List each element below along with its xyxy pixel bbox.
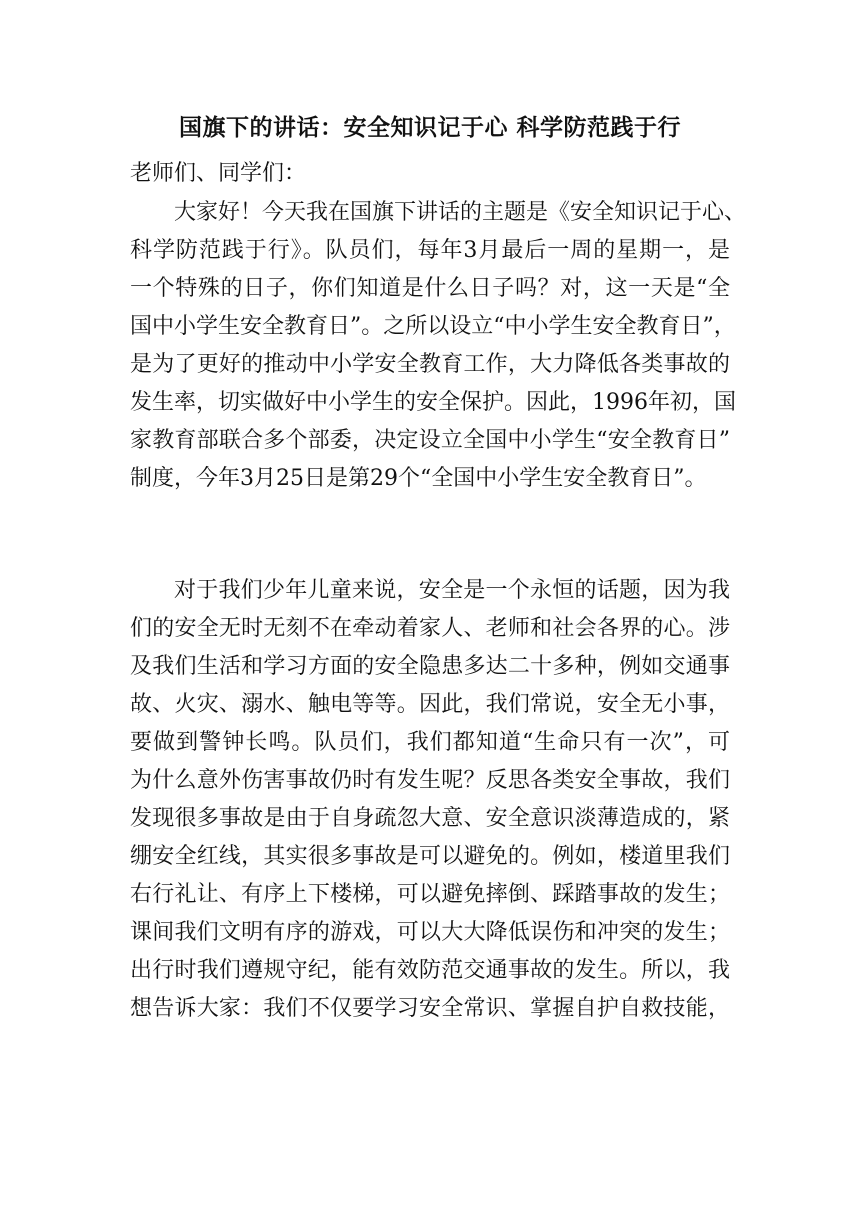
paragraph-line: 国中小学生安全教育日”。之所以设立“中小学生安全教育日”，	[130, 314, 736, 339]
paragraph-line: 是为了更好的推动中小学安全教育工作，大力降低各类事故的	[130, 352, 730, 377]
paragraph-line: 课间我们文明有序的游戏，可以大大降低误伤和冲突的发生；	[130, 920, 730, 945]
paragraph-line: 大家好！今天我在国旗下讲话的主题是《安全知识记于心、	[174, 200, 747, 225]
paragraph-line: 发现很多事故是由于自身疏忽大意、安全意识淡薄造成的，紧	[130, 806, 730, 831]
paragraph-line: 要做到警钟长鸣。队员们，我们都知道“生命只有一次”，可	[130, 730, 730, 755]
paragraph-line: 及我们生活和学习方面的安全隐患多达二十多种，例如交通事	[130, 654, 730, 679]
paragraph-line: 想告诉大家：我们不仅要学习安全常识、掌握自护自救技能，	[130, 996, 730, 1021]
paragraph-2	[130, 572, 730, 1028]
paragraph-line: 绷安全红线，其实很多事故是可以避免的。例如，楼道里我们	[130, 844, 730, 869]
paragraph-line: 们的安全无时无刻不在牵动着家人、老师和社会各界的心。涉	[130, 616, 730, 641]
paragraph-line: 发生率，切实做好中小学生的安全保护。因此，1996年初，国	[130, 390, 736, 415]
paragraph-line: 出行时我们遵规守纪，能有效防范交通事故的发生。所以，我	[130, 958, 730, 983]
document-title: 国旗下的讲话：安全知识记于心 科学防范践于行	[178, 115, 681, 141]
paragraph-line: 制度，今年3月25日是第29个“全国中小学生安全教育日”。	[130, 466, 707, 491]
paragraph-line: 科学防范践于行》。队员们，每年3月最后一周的星期一，是	[130, 238, 730, 263]
salutation: 老师们、同学们：	[130, 161, 307, 186]
paragraph-line: 故、火灾、溺水、触电等等。因此，我们常说，安全无小事，	[130, 692, 730, 717]
paragraph-line: 对于我们少年儿童来说，安全是一个永恒的话题，因为我	[174, 578, 730, 603]
paragraph-line: 为什么意外伤害事故仍时有发生呢？反思各类安全事故，我们	[130, 768, 730, 793]
paragraph-line: 家教育部联合多个部委，决定设立全国中小学生“安全教育日”	[130, 428, 730, 453]
paragraph-1	[130, 194, 747, 498]
paragraph-line: 右行礼让、有序上下楼梯，可以避免摔倒、踩踏事故的发生；	[130, 882, 730, 907]
paragraph-line: 一个特殊的日子，你们知道是什么日子吗？对，这一天是“全	[130, 276, 730, 301]
